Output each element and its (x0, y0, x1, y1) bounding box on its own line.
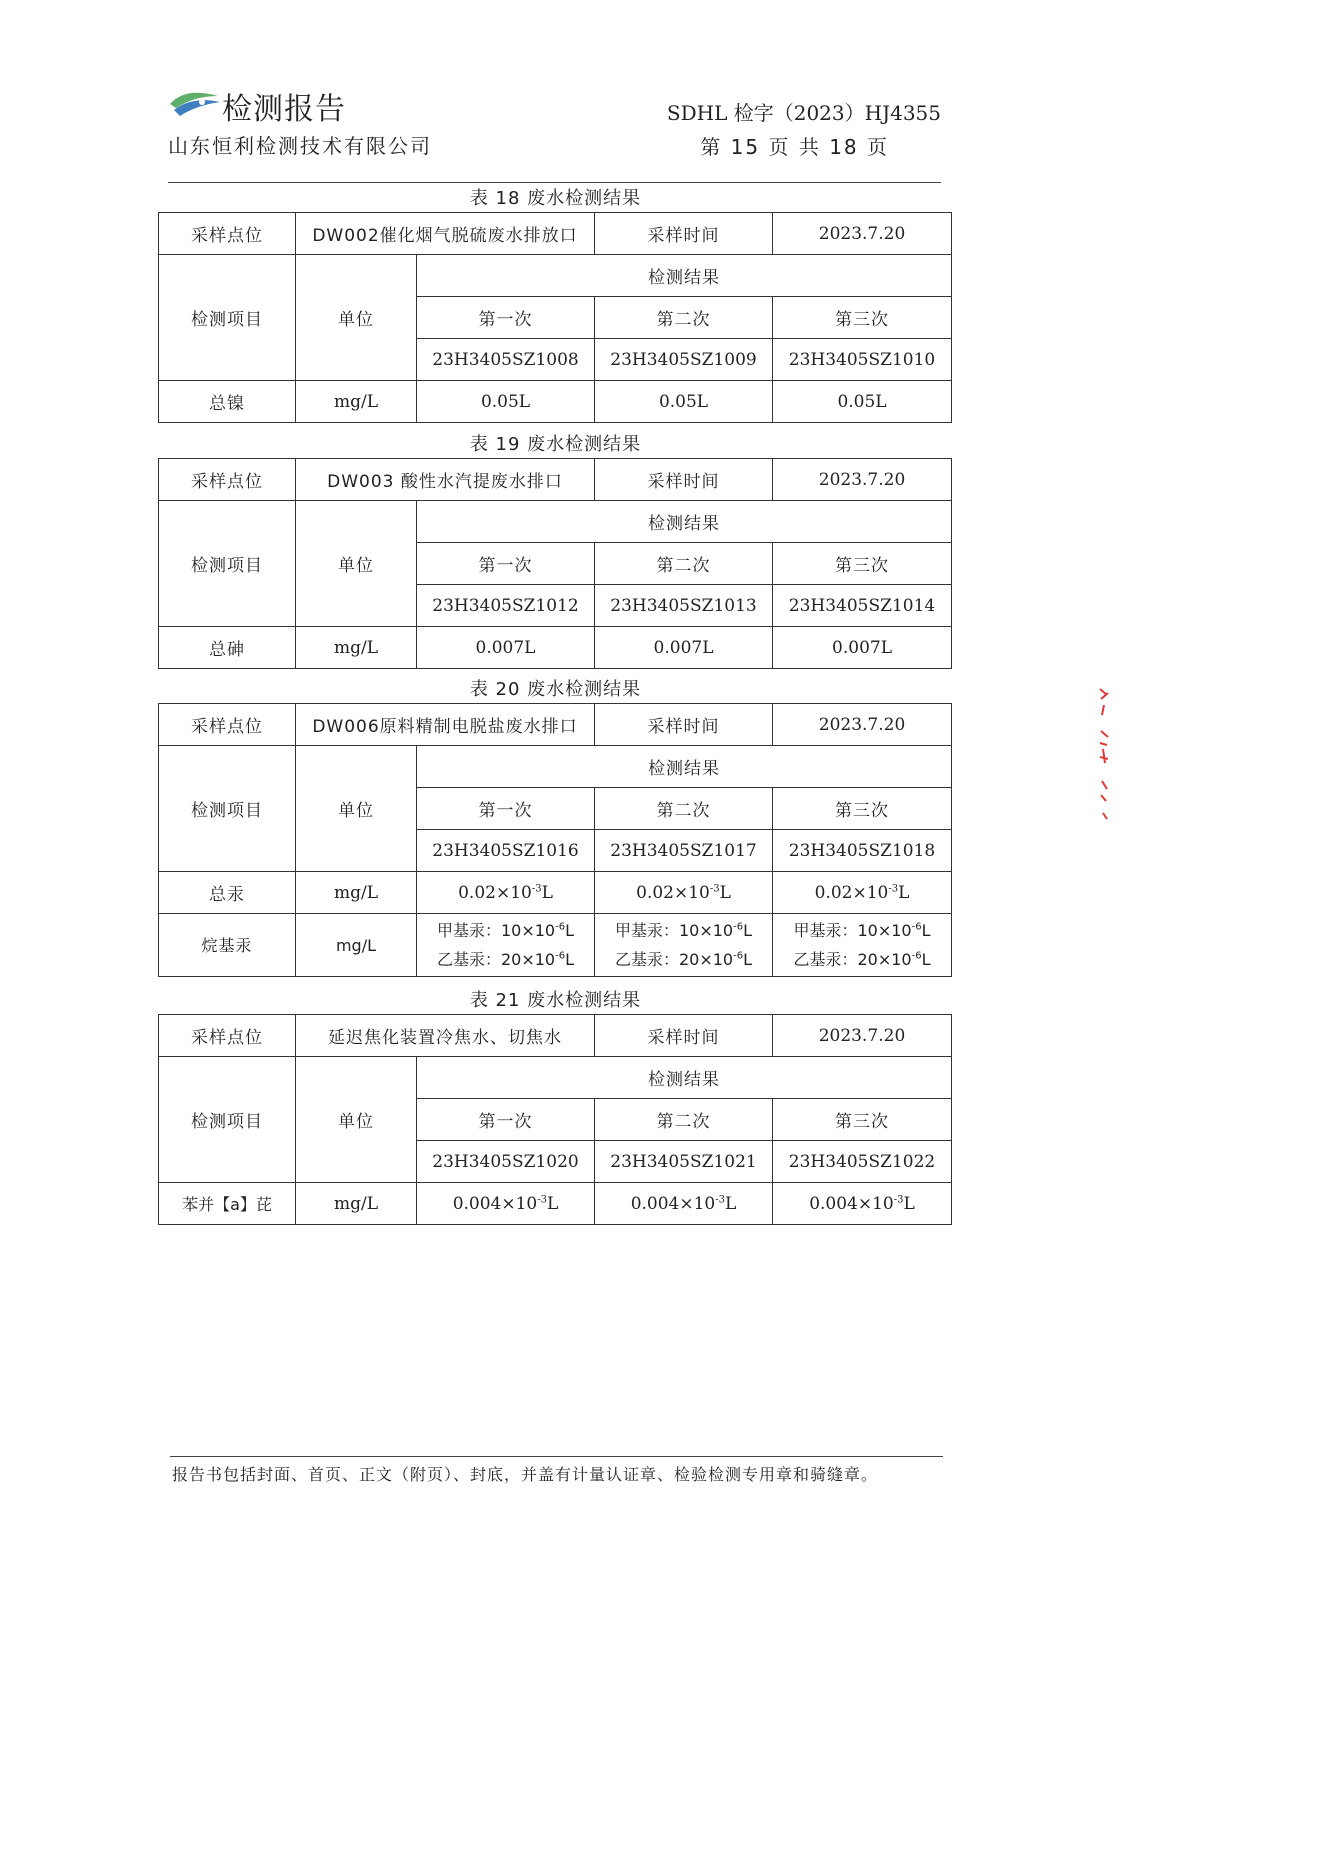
sampling-date: 2023.7.20 (773, 213, 952, 255)
report-title: 检测报告 (222, 92, 346, 127)
sampling-date: 2023.7.20 (773, 1015, 952, 1057)
unit-value: mg/L (296, 1183, 417, 1225)
table-caption: 表 20 废水检测结果 (469, 679, 642, 700)
result-value: $0.02\times 10^{-3}L$ (417, 872, 595, 914)
result-table (158, 1014, 952, 1225)
table-row (159, 501, 952, 543)
sampling-site-value: DW006原料精制电脱盐废水排口 (296, 704, 595, 746)
table-caption: 表 21 废水检测结果 (469, 990, 642, 1011)
item-name: 总镍 (159, 381, 296, 423)
result-value: 0.007L (595, 627, 773, 669)
result-value: 0.007L (417, 627, 595, 669)
sample-id: 23H3405SZ1010 (773, 339, 952, 381)
item-header: 检测项目 (159, 255, 296, 381)
result-value: 0.05L (773, 381, 952, 423)
table-row (159, 1015, 952, 1057)
item-header: 检测项目 (159, 746, 296, 872)
result-header: 检测结果 (417, 1057, 952, 1099)
sampling-site-label: 采样点位 (159, 213, 296, 255)
report-number: SDHL 检字（2023）HJ4355 (666, 101, 941, 125)
item-name: 总汞 (159, 872, 296, 914)
first-header: 第一次 (417, 543, 595, 585)
table-row (159, 213, 952, 255)
sampling-time-label: 采样时间 (595, 213, 773, 255)
table-row (159, 459, 952, 501)
item-name: 总砷 (159, 627, 296, 669)
table-row (159, 627, 952, 669)
first-header: 第一次 (417, 788, 595, 830)
result-value: $0.02\times 10^{-3}L$ (773, 872, 952, 914)
seal-stamp-fragment-icon (1098, 685, 1109, 825)
sampling-site-label: 采样点位 (159, 704, 296, 746)
sample-id: 23H3405SZ1013 (595, 585, 773, 627)
table-row (159, 872, 952, 914)
sampling-date: 2023.7.20 (773, 704, 952, 746)
result-value: $0.02\times 10^{-3}L$ (595, 872, 773, 914)
table-21 (158, 988, 953, 1225)
header-divider (168, 182, 941, 183)
footer-note: 报告书包括封面、首页、正文（附页）、封底，并盖有计量认证章、检验检测专用章和骑缝章。 (172, 1465, 879, 1484)
page-number: 第 15 页 共 18 页 (700, 135, 889, 159)
third-header: 第三次 (773, 543, 952, 585)
unit-value: mg/L (296, 627, 417, 669)
sample-id: 23H3405SZ1022 (773, 1141, 952, 1183)
result-header: 检测结果 (417, 746, 952, 788)
company-logo-icon (168, 88, 222, 118)
second-header: 第二次 (595, 297, 773, 339)
result-table (158, 212, 952, 423)
sampling-time-label: 采样时间 (595, 1015, 773, 1057)
result-header: 检测结果 (417, 255, 952, 297)
result-value: 甲基汞：$10\times 10^{-6}L$ 乙基汞：$20\times 10^{-6}L$ (417, 914, 595, 977)
sampling-time-label: 采样时间 (595, 459, 773, 501)
sample-id: 23H3405SZ1014 (773, 585, 952, 627)
third-header: 第三次 (773, 297, 952, 339)
table-20 (158, 677, 953, 977)
table-row (159, 381, 952, 423)
result-table (158, 458, 952, 669)
item-header: 检测项目 (159, 501, 296, 627)
third-header: 第三次 (773, 788, 952, 830)
table-row (159, 1183, 952, 1225)
unit-header: 单位 (296, 746, 417, 872)
result-value: 甲基汞：$10\times 10^{-6}L$ 乙基汞：$20\times 10^{-6}L$ (595, 914, 773, 977)
table-caption: 表 18 废水检测结果 (469, 188, 642, 209)
table-row (159, 914, 952, 977)
sampling-site-label: 采样点位 (159, 1015, 296, 1057)
sampling-time-label: 采样时间 (595, 704, 773, 746)
sampling-site-value: 延迟焦化装置冷焦水、切焦水 (296, 1015, 595, 1057)
third-header: 第三次 (773, 1099, 952, 1141)
unit-value: mg/L (296, 381, 417, 423)
result-header: 检测结果 (417, 501, 952, 543)
unit-header: 单位 (296, 255, 417, 381)
item-name: 烷基汞 (159, 914, 296, 977)
result-table (158, 703, 952, 977)
sampling-site-value: DW002催化烟气脱硫废水排放口 (296, 213, 595, 255)
table-row (159, 746, 952, 788)
first-header: 第一次 (417, 1099, 595, 1141)
sampling-site-label: 采样点位 (159, 459, 296, 501)
table-row (159, 255, 952, 297)
item-name: 苯并【a】芘 (159, 1183, 296, 1225)
second-header: 第二次 (595, 788, 773, 830)
sample-id: 23H3405SZ1021 (595, 1141, 773, 1183)
result-value: 0.05L (595, 381, 773, 423)
sampling-date: 2023.7.20 (773, 459, 952, 501)
result-value: $0.004\times 10^{-3}L$ (773, 1183, 952, 1225)
sample-id: 23H3405SZ1008 (417, 339, 595, 381)
sample-id: 23H3405SZ1018 (773, 830, 952, 872)
unit-header: 单位 (296, 1057, 417, 1183)
unit-value: mg/L (296, 872, 417, 914)
sample-id: 23H3405SZ1009 (595, 339, 773, 381)
result-value: 0.05L (417, 381, 595, 423)
result-value: 甲基汞：$10\times 10^{-6}L$ 乙基汞：$20\times 10^{-6}L$ (773, 914, 952, 977)
result-value: 0.007L (773, 627, 952, 669)
sample-id: 23H3405SZ1012 (417, 585, 595, 627)
company-name: 山东恒利检测技术有限公司 (168, 134, 432, 158)
unit-header: 单位 (296, 501, 417, 627)
sample-id: 23H3405SZ1017 (595, 830, 773, 872)
table-18 (158, 186, 953, 423)
unit-value: mg/L (296, 914, 417, 977)
first-header: 第一次 (417, 297, 595, 339)
sample-id: 23H3405SZ1016 (417, 830, 595, 872)
footer-divider (170, 1456, 943, 1457)
second-header: 第二次 (595, 1099, 773, 1141)
result-value: $0.004\times 10^{-3}L$ (417, 1183, 595, 1225)
result-value: $0.004\times 10^{-3}L$ (595, 1183, 773, 1225)
sample-id: 23H3405SZ1020 (417, 1141, 595, 1183)
table-caption: 表 19 废水检测结果 (469, 434, 642, 455)
table-19 (158, 432, 953, 669)
item-header: 检测项目 (159, 1057, 296, 1183)
table-row (159, 704, 952, 746)
table-row (159, 1057, 952, 1099)
second-header: 第二次 (595, 543, 773, 585)
sampling-site-value: DW003 酸性水汽提废水排口 (296, 459, 595, 501)
